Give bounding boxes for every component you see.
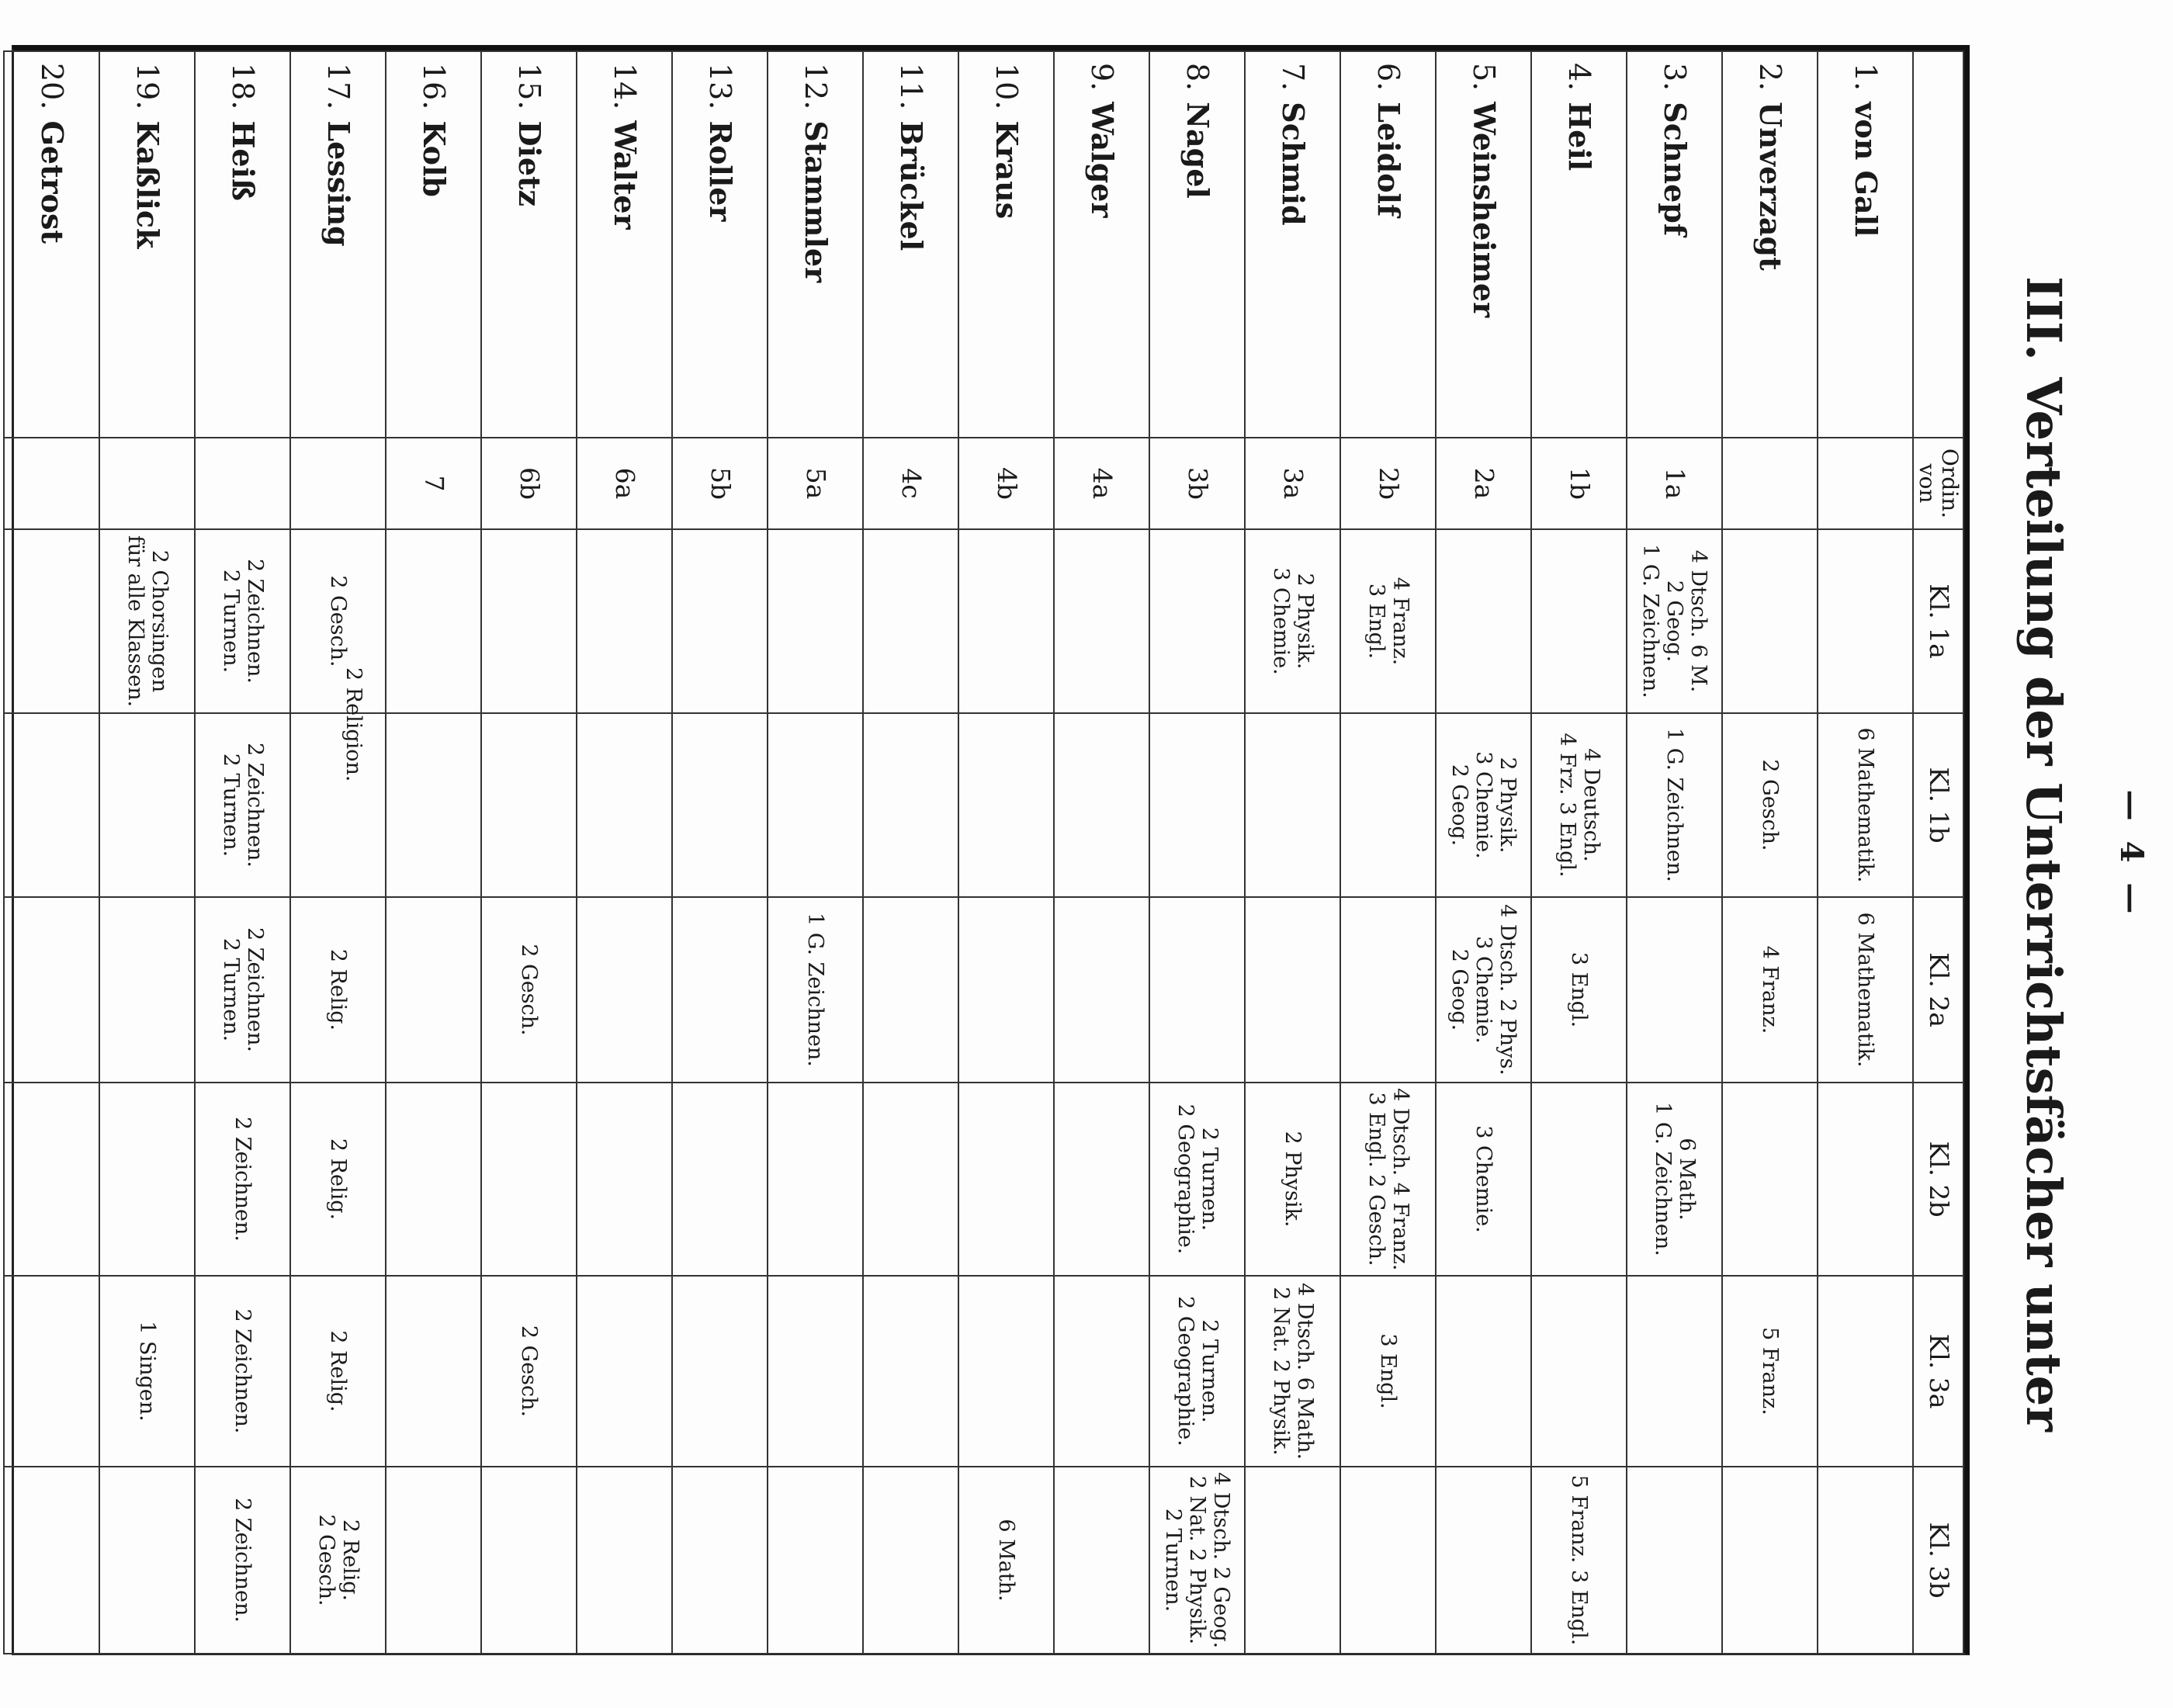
subject-entry: 6 Mathematik. <box>1853 912 1878 1068</box>
subject-entry: 2 Zeichnen. <box>230 1117 255 1242</box>
subject-cell <box>4 713 99 897</box>
teacher-name: Getrost <box>35 120 71 244</box>
teacher-name: Heil <box>1562 102 1598 171</box>
table-row <box>1627 51 1722 1654</box>
subject-cell <box>195 897 290 1083</box>
row-number: 20. <box>35 63 70 110</box>
ordinarius-cell <box>99 438 195 529</box>
row-number: 7. <box>1276 63 1311 92</box>
subject-entry: 2 Relig. <box>326 1330 351 1412</box>
subject-entry: 2 Turnen. <box>1161 1508 1186 1613</box>
subject-entry: 2 Turnen. <box>218 937 243 1042</box>
subject-cell <box>1340 1083 1436 1276</box>
subject-cell <box>195 1083 290 1276</box>
subject-cell <box>577 529 672 713</box>
subject-cell <box>481 1276 577 1467</box>
teacher-name-cell <box>1245 51 1340 438</box>
header-kl-1a: Kl. 1a <box>1913 529 1963 713</box>
page-number: — 4 — <box>2113 789 2150 919</box>
subject-cell <box>1627 529 1722 713</box>
ordinarius-cell: 3b <box>1149 438 1245 529</box>
subject-cell <box>672 713 768 897</box>
subject-cell <box>1245 529 1340 713</box>
subject-cell <box>1818 1467 1913 1654</box>
subject-entry: 2 Gesch. <box>326 575 351 667</box>
ordinarius-cell: 3a <box>1245 438 1340 529</box>
teacher-name-cell <box>1340 51 1436 438</box>
row-number: 16. <box>417 63 452 110</box>
subject-cell <box>768 1083 863 1276</box>
subject-cell <box>481 1467 577 1654</box>
table-row <box>1149 51 1245 1654</box>
teacher-name: Dietz <box>512 120 548 207</box>
header-teacher <box>1913 51 1963 438</box>
subject-entry: 2 Turnen. <box>218 753 243 857</box>
ordinarius-cell: 4c <box>863 438 958 529</box>
ordinarius-cell <box>290 438 386 529</box>
subject-entry: 2 Relig. <box>326 948 351 1031</box>
row-number: 17. <box>321 63 356 110</box>
subject-cell <box>195 529 290 713</box>
subject-cell <box>1531 897 1627 1083</box>
subject-cell <box>1436 1467 1531 1654</box>
subject-entry: 2 Nat. 2 Physik. <box>1185 1475 1210 1645</box>
row-number: 13. <box>703 63 738 110</box>
teacher-name-cell <box>290 51 386 438</box>
subject-cell <box>958 897 1054 1083</box>
subject-cell <box>1627 1467 1722 1654</box>
row-number: 15. <box>512 63 547 110</box>
subject-cell <box>99 1467 195 1654</box>
teacher-name: Heiß <box>226 120 262 201</box>
subject-cell <box>290 529 386 713</box>
row-number: 9. <box>1085 63 1120 92</box>
teacher-name: Stammler <box>799 120 834 283</box>
subject-entry: 2 Zeichnen. <box>230 1308 255 1434</box>
distribution-table <box>3 50 1964 1654</box>
subject-entry: 4 Frz. 3 Engl. <box>1554 733 1579 878</box>
table-row <box>1436 51 1531 1654</box>
table-row <box>386 51 481 1654</box>
page-title: III. Verteilung der Unterrichtsfächer unter <box>2015 276 2072 1432</box>
header-kl-3b: Kl. 3b <box>1913 1467 1963 1654</box>
subject-cell <box>577 1276 672 1467</box>
teacher-name-cell <box>481 51 577 438</box>
ordinarius-cell: 4a <box>1054 438 1149 529</box>
subject-cell <box>1436 1276 1531 1467</box>
subject-cell <box>1531 1467 1627 1654</box>
teacher-name-cell <box>1436 51 1531 438</box>
subject-cell <box>1531 1083 1627 1276</box>
subject-cell <box>1149 1467 1245 1654</box>
subject-cell <box>672 529 768 713</box>
row-number: 6. <box>1371 63 1406 92</box>
subject-entry: 3 Chemie. <box>1471 936 1496 1044</box>
subject-cell <box>1531 1276 1627 1467</box>
teacher-name: Roller <box>703 120 739 222</box>
subject-entry: 2 Gesch. <box>517 944 542 1036</box>
subject-cell <box>1340 529 1436 713</box>
subject-cell <box>290 1083 386 1276</box>
subject-entry: 2 Relig. <box>338 1519 362 1602</box>
subject-cell <box>1340 897 1436 1083</box>
subject-entry: 1 G. Zeichnen. <box>803 913 828 1067</box>
teacher-name-cell <box>768 51 863 438</box>
teacher-subject-table <box>12 45 1970 1655</box>
subject-entry: 2 Gesch. <box>517 1325 542 1418</box>
subject-cell <box>1149 529 1245 713</box>
subject-cell <box>1054 1467 1149 1654</box>
subject-entry: 2 Physik. <box>1292 573 1317 670</box>
subject-cell <box>863 1083 958 1276</box>
header-row <box>1913 51 1963 1654</box>
subject-cell <box>195 713 290 897</box>
subject-cell <box>577 1083 672 1276</box>
subject-cell <box>958 1276 1054 1467</box>
table-row <box>1054 51 1149 1654</box>
table-row <box>4 51 99 1654</box>
spanning-entry: 2 Religion. <box>341 667 366 782</box>
subject-entry: 3 Engl. <box>1376 1333 1401 1409</box>
subject-cell <box>99 897 195 1083</box>
teacher-name: Weinsheimer <box>1467 102 1502 318</box>
subject-cell <box>481 529 577 713</box>
subject-cell <box>1149 1083 1245 1276</box>
subject-cell <box>1531 713 1627 897</box>
subject-cell <box>1627 713 1722 897</box>
subject-cell <box>1245 713 1340 897</box>
subject-cell <box>99 1083 195 1276</box>
subject-entry: 5 Franz. 3 Engl. <box>1567 1474 1592 1646</box>
subject-entry: 2 Physik. <box>1281 1131 1305 1228</box>
subject-cell <box>577 713 672 897</box>
subject-entry: 1 G. Zeichnen. <box>1662 728 1687 882</box>
ordinarius-cell: 1a <box>1627 438 1722 529</box>
subject-entry: 2 Turnen. <box>218 569 243 674</box>
subject-cell <box>386 1467 481 1654</box>
subject-cell <box>1245 1083 1340 1276</box>
subject-cell <box>577 1467 672 1654</box>
subject-cell <box>1054 897 1149 1083</box>
subject-entry: 3 Chemie. <box>1471 751 1496 859</box>
subject-cell <box>1054 529 1149 713</box>
ordinarius-cell: 2b <box>1340 438 1436 529</box>
subject-cell <box>863 897 958 1083</box>
subject-cell <box>1722 1467 1818 1654</box>
subject-cell <box>1245 897 1340 1083</box>
teacher-name-cell <box>863 51 958 438</box>
ordinarius-cell <box>195 438 290 529</box>
subject-cell <box>672 897 768 1083</box>
subject-cell <box>386 1083 481 1276</box>
subject-entry: 4 Dtsch. 2 Phys. <box>1495 904 1520 1076</box>
teacher-name-cell <box>672 51 768 438</box>
header-kl-2a: Kl. 2a <box>1913 897 1963 1083</box>
subject-entry: 2 Geographie. <box>1173 1296 1197 1446</box>
table-row <box>768 51 863 1654</box>
table-row <box>481 51 577 1654</box>
subject-entry: 4 Dtsch. 2 Geog. <box>1209 1472 1234 1649</box>
teacher-name: Walter <box>608 120 643 230</box>
subject-entry: 2 Geog. <box>1447 764 1472 847</box>
teacher-name-cell <box>4 51 99 438</box>
subject-cell <box>1818 1276 1913 1467</box>
teacher-name-cell <box>1627 51 1722 438</box>
row-number: 1. <box>1849 63 1884 92</box>
teacher-name-cell <box>99 51 195 438</box>
subject-entry: 3 Engl. <box>1364 583 1388 660</box>
teacher-name: Walger <box>1085 102 1121 218</box>
teacher-name-cell <box>1149 51 1245 438</box>
subject-entry: 1 G. Zeichnen. <box>1638 544 1663 698</box>
teacher-name-cell <box>1054 51 1149 438</box>
subject-cell <box>1627 897 1722 1083</box>
subject-entry: 4 Franz. <box>1388 577 1412 666</box>
subject-entry: 2 Turnen. <box>1197 1127 1222 1232</box>
subject-cell <box>195 1276 290 1467</box>
subject-cell <box>290 713 386 897</box>
subject-cell <box>863 1276 958 1467</box>
subject-cell <box>958 1083 1054 1276</box>
subject-cell <box>1818 713 1913 897</box>
subject-cell <box>386 897 481 1083</box>
teacher-name: Leidolf <box>1371 102 1407 217</box>
subject-cell <box>1340 1467 1436 1654</box>
teacher-name: Nagel <box>1180 102 1216 199</box>
subject-cell <box>1722 529 1818 713</box>
subject-entry: 3 Chemie. <box>1268 567 1293 675</box>
subject-cell <box>99 713 195 897</box>
subject-entry: 2 Zeichnen. <box>242 559 267 684</box>
subject-entry: 1 G. Zeichnen. <box>1650 1102 1675 1256</box>
subject-entry: 5 Franz. <box>1758 1327 1783 1415</box>
subject-entry: 4 Dtsch. 6 Math. <box>1292 1282 1317 1460</box>
subject-entry: 2 Turnen. <box>1197 1319 1222 1423</box>
subject-entry: 4 Dtsch. 4 Franz. <box>1388 1088 1412 1271</box>
subject-cell <box>386 529 481 713</box>
ordinarius-cell: 2a <box>1436 438 1531 529</box>
teacher-name-cell <box>1531 51 1627 438</box>
subject-entry: 2 Physik. <box>1495 757 1520 854</box>
table-row <box>1245 51 1340 1654</box>
subject-cell <box>4 897 99 1083</box>
subject-cell <box>1436 529 1531 713</box>
teacher-name: Unverzagt <box>1753 102 1789 271</box>
row-number: 14. <box>608 63 643 110</box>
subject-cell <box>768 897 863 1083</box>
subject-entry: 2 Relig. <box>326 1138 351 1221</box>
subject-cell <box>1054 1276 1149 1467</box>
row-number: 11. <box>894 63 929 110</box>
ordinarius-cell: 5a <box>768 438 863 529</box>
table-row <box>958 51 1054 1654</box>
subject-entry: 2 Geog. <box>1662 580 1687 663</box>
subject-entry: 3 Engl. 2 Gesch. <box>1364 1092 1388 1266</box>
subject-cell <box>672 1467 768 1654</box>
subject-cell <box>1627 1083 1722 1276</box>
subject-entry: 3 Chemie. <box>1471 1125 1496 1233</box>
ordinarius-cell: 1b <box>1531 438 1627 529</box>
subject-cell <box>1722 1083 1818 1276</box>
subject-cell <box>863 1467 958 1654</box>
table-body <box>4 51 1913 1654</box>
subject-cell <box>1627 1276 1722 1467</box>
subject-cell <box>386 1276 481 1467</box>
subject-cell <box>481 1083 577 1276</box>
subject-cell <box>4 1083 99 1276</box>
row-number: 10. <box>989 63 1024 110</box>
subject-cell <box>195 1467 290 1654</box>
teacher-name-cell <box>195 51 290 438</box>
subject-entry: 2 Chorsingen <box>147 549 172 693</box>
row-number: 4. <box>1562 63 1597 92</box>
subject-entry: 2 Gesch. <box>1758 759 1783 851</box>
teacher-name-cell <box>1818 51 1913 438</box>
teacher-name: Lessing <box>321 120 357 247</box>
subject-cell <box>672 1276 768 1467</box>
subject-entry: 2 Gesch. <box>314 1514 338 1606</box>
subject-cell <box>768 1467 863 1654</box>
subject-entry: 3 Engl. <box>1567 951 1592 1028</box>
ordinarius-cell: 6a <box>577 438 672 529</box>
teacher-name: Brückel <box>894 120 930 251</box>
subject-cell <box>1436 897 1531 1083</box>
subject-cell <box>1054 713 1149 897</box>
subject-cell <box>958 529 1054 713</box>
header-kl-2b: Kl. 2b <box>1913 1083 1963 1276</box>
subject-cell <box>672 1083 768 1276</box>
subject-cell <box>1722 713 1818 897</box>
subject-cell <box>1149 1276 1245 1467</box>
teacher-name-cell <box>1722 51 1818 438</box>
subject-cell <box>863 713 958 897</box>
table-row <box>1531 51 1627 1654</box>
teacher-name: Schnepf <box>1658 102 1693 237</box>
subject-cell <box>4 1276 99 1467</box>
subject-cell <box>1149 713 1245 897</box>
subject-cell <box>1340 713 1436 897</box>
subject-cell <box>481 897 577 1083</box>
teacher-name: Schmid <box>1276 102 1312 226</box>
table-row <box>1340 51 1436 1654</box>
subject-entry: 2 Zeichnen. <box>230 1498 255 1623</box>
ordinarius-cell: 6b <box>481 438 577 529</box>
ordinarius-cell <box>4 438 99 529</box>
subject-entry: 6 Math. <box>1674 1138 1699 1221</box>
subject-cell <box>99 529 195 713</box>
ordinarius-cell: 7 <box>386 438 481 529</box>
subject-cell <box>1722 897 1818 1083</box>
row-number: 8. <box>1180 63 1215 92</box>
subject-cell <box>99 1276 195 1467</box>
subject-entry: 2 Geog. <box>1447 948 1472 1031</box>
table-row <box>863 51 958 1654</box>
subject-cell <box>290 1467 386 1654</box>
subject-cell <box>958 713 1054 897</box>
header-ordin: Ordin. von <box>1913 438 1963 529</box>
ordinarius-cell: 4b <box>958 438 1054 529</box>
table-row <box>195 51 290 1654</box>
teacher-name: von Gall <box>1849 102 1884 237</box>
row-number: 2. <box>1753 63 1788 92</box>
teacher-name: Kolb <box>417 120 452 197</box>
ordinarius-cell: 5b <box>672 438 768 529</box>
header-kl-1b: Kl. 1b <box>1913 713 1963 897</box>
subject-cell <box>1818 1083 1913 1276</box>
subject-entry: 4 Deutsch. <box>1579 748 1603 862</box>
ordinarius-cell <box>1722 438 1818 529</box>
ordinarius-cell <box>1818 438 1913 529</box>
subject-cell <box>1818 897 1913 1083</box>
subject-cell <box>1722 1276 1818 1467</box>
row-number: 3. <box>1658 63 1693 92</box>
subject-cell <box>481 713 577 897</box>
subject-cell <box>577 897 672 1083</box>
subject-cell <box>290 1276 386 1467</box>
teacher-name-cell <box>386 51 481 438</box>
subject-entry: 2 Zeichnen. <box>242 743 267 868</box>
subject-cell <box>290 897 386 1083</box>
table-row <box>1722 51 1818 1654</box>
subject-cell <box>1149 897 1245 1083</box>
teacher-name-cell <box>577 51 672 438</box>
subject-cell <box>1531 529 1627 713</box>
subject-entry: 6 Math. <box>994 1519 1019 1602</box>
subject-entry: 2 Zeichnen. <box>242 927 267 1052</box>
subject-cell <box>958 1467 1054 1654</box>
subject-cell <box>1054 1083 1149 1276</box>
header-kl-3a: Kl. 3a <box>1913 1276 1963 1467</box>
row-number: 12. <box>799 63 834 110</box>
subject-entry: 2 Nat. 2 Physik. <box>1268 1287 1293 1456</box>
subject-entry: für alle Klassen. <box>123 535 147 708</box>
subject-entry: 2 Geographie. <box>1173 1103 1197 1255</box>
subject-cell <box>1436 1083 1531 1276</box>
teacher-name-cell <box>958 51 1054 438</box>
subject-entry: 1 Singen. <box>135 1321 160 1422</box>
teacher-name: Kaßlick <box>130 120 166 249</box>
row-number: 5. <box>1467 63 1502 92</box>
subject-cell <box>1245 1276 1340 1467</box>
subject-cell <box>768 529 863 713</box>
subject-entry: 4 Dtsch. 6 M. <box>1686 549 1711 693</box>
subject-cell <box>768 1276 863 1467</box>
subject-entry: 6 Mathematik. <box>1853 727 1878 883</box>
table-row <box>672 51 768 1654</box>
teacher-name: Kraus <box>989 120 1025 220</box>
subject-cell <box>1245 1467 1340 1654</box>
row-number: 18. <box>226 63 261 110</box>
table-row <box>1818 51 1913 1654</box>
subject-cell <box>4 529 99 713</box>
subject-cell <box>1340 1276 1436 1467</box>
subject-entry: 4 Franz. <box>1758 945 1783 1034</box>
subject-cell <box>386 713 481 897</box>
subject-cell <box>863 529 958 713</box>
subject-cell <box>1818 529 1913 713</box>
subject-cell <box>1436 713 1531 897</box>
subject-cell <box>768 713 863 897</box>
table-row <box>290 51 386 1654</box>
table-row <box>99 51 195 1654</box>
table-row <box>577 51 672 1654</box>
row-number: 19. <box>130 63 165 110</box>
subject-cell <box>4 1467 99 1654</box>
